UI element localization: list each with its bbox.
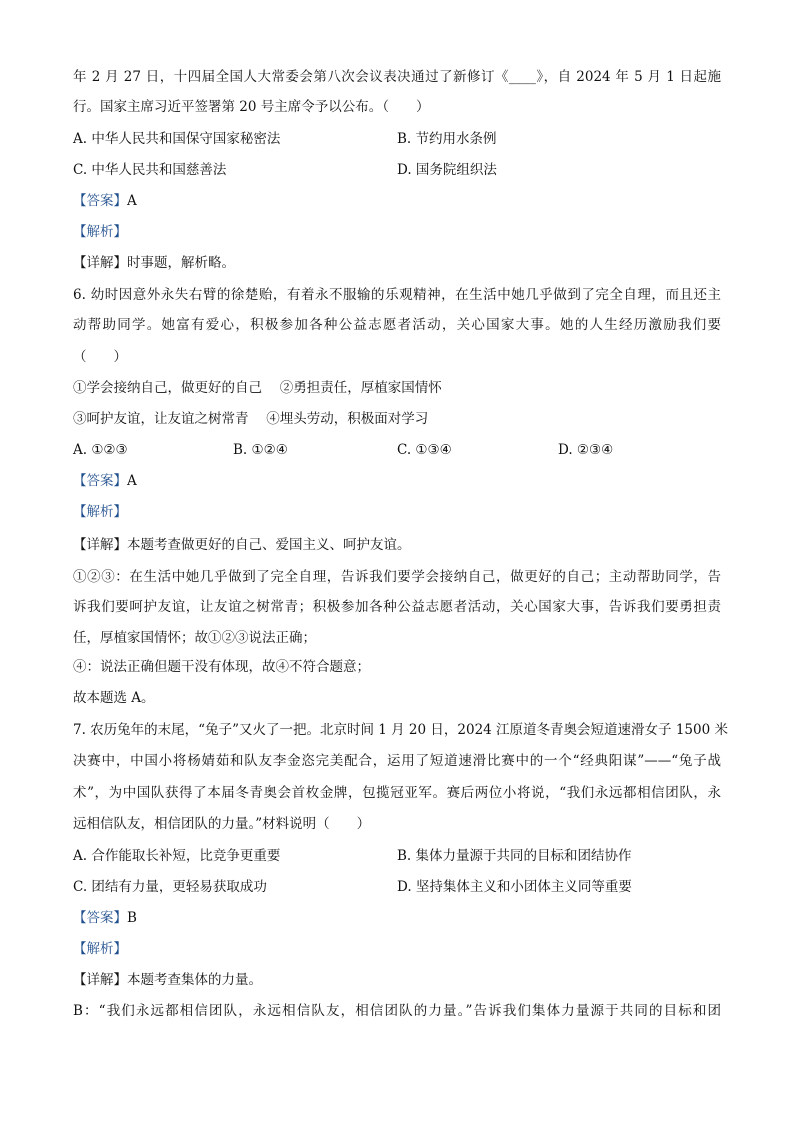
q7-stem-line: 7. 农历兔年的末尾，“兔子”又火了一把。北京时间 1 月 20 日，2024 江原道冬青奥会短道速滑女子 1500 米 bbox=[73, 722, 728, 738]
q5-stem-line: 年 2 月 27 日，十四届全国人大常委会第八次会议表决通过了新修订《____》，自 2024 年 5 月 1 日起施 bbox=[73, 69, 721, 85]
q7-stem-line: 决赛中，中国小将杨婧茹和队友李金恣完美配合，运用了短道速滑比赛中的一个“经典阳谋”——“兔子战 bbox=[73, 753, 721, 769]
answer-tag: 【答案】 bbox=[73, 910, 127, 926]
q6-stem-line: 动帮助同学。她富有爱心，积极参加各种公益志愿者活动，关心国家大事。她的人生经历激励我们要 bbox=[73, 317, 721, 333]
q5-analysis-tag: 【解析】 bbox=[73, 224, 127, 240]
q7-stem-line: 远相信队友，相信团队的力量。”材料说明（ ） bbox=[73, 816, 371, 832]
q5-option-b: B. 节约用水条例 bbox=[397, 131, 497, 147]
q6-explain-line: ①②③：在生活中她几乎做到了完全自理，告诉我们要学会接纳自己，做更好的自己；主动帮助同学，告 bbox=[73, 569, 721, 585]
q5-option-d: D. 国务院组织法 bbox=[397, 162, 497, 178]
answer-value: A bbox=[127, 473, 137, 489]
detail-tag: 【详解】 bbox=[73, 972, 127, 988]
q6-stem-line: （ ） bbox=[73, 349, 127, 365]
q5-detail bbox=[73, 253, 235, 273]
answer-value: B bbox=[127, 910, 137, 926]
q6-explain-line: 任，厚植家国情怀；故①②③说法正确； bbox=[73, 630, 316, 646]
q7-explain-line: B：“我们永远都相信团队，永远相信队友，相信团队的力量。”告诉我们集体力量源于共同的目标和团 bbox=[73, 1003, 721, 1019]
q6-option-d: D. ②③④ bbox=[558, 442, 614, 458]
q6-explain-line: 诉我们要呵护友谊，让友谊之树常青；积极参加各种公益志愿者活动，关心国家大事，告诉我们要勇担责 bbox=[73, 599, 721, 615]
q6-option-a: A. ①②③ bbox=[73, 442, 128, 458]
q6-explain-line: ④：说法正确但题干没有体现，故④不符合题意； bbox=[73, 659, 370, 675]
q7-analysis-tag: 【解析】 bbox=[73, 941, 127, 957]
q5-stem-line: 行。国家主席习近平签署第 20 号主席令予以公布。（ ） bbox=[73, 99, 430, 115]
answer-tag: 【答案】 bbox=[73, 473, 127, 489]
detail-text: 本题考查集体的力量。 bbox=[127, 972, 262, 988]
q7-stem-line: 术”，为中国队获得了本届冬青奥会首枚金牌，包揽冠亚军。赛后两位小将说，“我们永远都相信团队，永 bbox=[73, 785, 721, 801]
q5-option-c: C. 中华人民共和国慈善法 bbox=[73, 162, 227, 178]
q6-answer bbox=[73, 471, 137, 491]
detail-text: 时事题，解析略。 bbox=[127, 255, 235, 271]
q6-statement: ①学会接纳自己，做更好的自己 ②勇担责任，厚植家国情怀 bbox=[73, 380, 442, 396]
q7-option-c: C. 团结有力量，更轻易获取成功 bbox=[73, 879, 267, 895]
q6-detail bbox=[73, 535, 411, 555]
q5-option-a: A. 中华人民共和国保守国家秘密法 bbox=[73, 131, 281, 147]
answer-value: A bbox=[127, 193, 137, 209]
q7-option-d: D. 坚持集体主义和小团体主义同等重要 bbox=[397, 879, 632, 895]
q6-option-b: B. ①②④ bbox=[233, 442, 288, 458]
answer-tag: 【答案】 bbox=[73, 193, 127, 209]
q6-analysis-tag: 【解析】 bbox=[73, 504, 127, 520]
q6-option-c: C. ①③④ bbox=[397, 442, 452, 458]
q6-explain-line: 故本题选 A。 bbox=[73, 690, 155, 706]
detail-tag: 【详解】 bbox=[73, 255, 127, 271]
q7-answer bbox=[73, 908, 137, 928]
q7-option-a: A. 合作能取长补短，比竞争更重要 bbox=[73, 848, 281, 864]
q5-answer bbox=[73, 191, 137, 211]
q7-detail bbox=[73, 970, 262, 990]
q6-statement: ③呵护友谊，让友谊之树常青 ④埋头劳动，积极面对学习 bbox=[73, 411, 429, 427]
detail-tag: 【详解】 bbox=[73, 537, 127, 553]
detail-text: 本题考查做更好的自己、爱国主义、呵护友谊。 bbox=[127, 537, 411, 553]
q6-stem-line: 6. 幼时因意外永失右臂的徐楚贻，有着永不服输的乐观精神，在生活中她几乎做到了完全自理，而且还主 bbox=[73, 287, 721, 303]
q7-option-b: B. 集体力量源于共同的目标和团结协作 bbox=[397, 848, 632, 864]
